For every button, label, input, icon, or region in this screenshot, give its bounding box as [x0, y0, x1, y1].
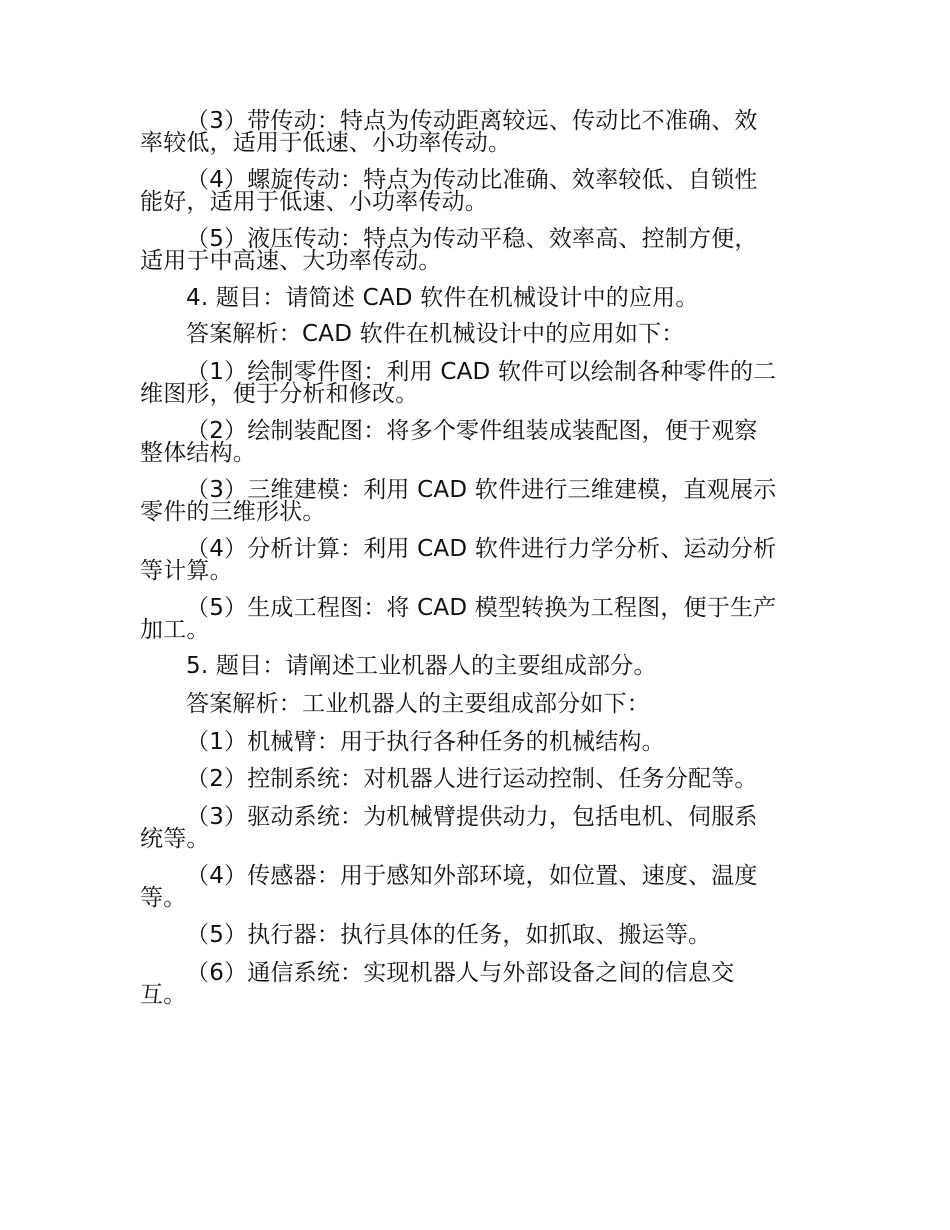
answer-4-item1-line2: 维图形，便于分析和修改。	[140, 381, 419, 407]
answer-4-item4-line1: （4）分析计算：利用 CAD 软件进行力学分析、运动分析	[186, 536, 777, 562]
answer-4-item3-line2: 零件的三维形状。	[140, 499, 326, 525]
paragraph-screw-drive-line1: （4）螺旋传动：特点为传动比准确、效率较低、自锁性	[186, 167, 758, 193]
question-4-title: 4. 题目：请简述 CAD 软件在机械设计中的应用。	[186, 285, 699, 311]
answer-4-item1-line1: （1）绘制零件图：利用 CAD 软件可以绘制各种零件的二	[186, 359, 777, 385]
answer-5-item6-line1: （6）通信系统：实现机器人与外部设备之间的信息交	[186, 960, 735, 986]
answer-4-item3-line1: （3）三维建模：利用 CAD 软件进行三维建模，直观展示	[186, 477, 777, 503]
answer-5-item5: （5）执行器：执行具体的任务，如抓取、搬运等。	[186, 922, 712, 948]
answer-4-item4-line2: 等计算。	[140, 558, 233, 584]
answer-4-item5-line2: 加工。	[140, 617, 210, 643]
answer-5-item1: （1）机械臂：用于执行各种任务的机械结构。	[186, 729, 665, 755]
answer-4-intro: 答案解析：CAD 软件在机械设计中的应用如下：	[186, 321, 685, 347]
answer-5-intro: 答案解析：工业机器人的主要组成部分如下：	[186, 691, 650, 717]
answer-5-item3-line1: （3）驱动系统：为机械臂提供动力，包括电机、伺服系	[186, 804, 758, 830]
answer-4-item2-line1: （2）绘制装配图：将多个零件组装成装配图，便于观察	[186, 418, 758, 444]
question-5-title: 5. 题目：请阐述工业机器人的主要组成部分。	[186, 653, 657, 679]
paragraph-screw-drive-line2: 能好，适用于低速、小功率传动。	[140, 189, 488, 215]
answer-4-item5-line1: （5）生成工程图：将 CAD 模型转换为工程图，便于生产	[186, 595, 777, 621]
paragraph-belt-drive-line2: 率较低，适用于低速、小功率传动。	[140, 130, 512, 156]
paragraph-hydraulic-drive-line1: （5）液压传动：特点为传动平稳、效率高、控制方便，	[186, 226, 758, 252]
answer-5-item4-line1: （4）传感器：用于感知外部环境，如位置、速度、温度	[186, 863, 758, 889]
answer-5-item4-line2: 等。	[140, 885, 187, 911]
paragraph-hydraulic-drive-line2: 适用于中高速、大功率传动。	[140, 248, 442, 274]
answer-4-item2-line2: 整体结构。	[140, 440, 256, 466]
paragraph-belt-drive-line1: （3）带传动：特点为传动距离较远、传动比不准确、效	[186, 108, 758, 134]
answer-5-item3-line2: 统等。	[140, 826, 210, 852]
answer-5-item2: （2）控制系统：对机器人进行运动控制、任务分配等。	[186, 766, 758, 792]
answer-5-item6-line2: 互。	[140, 982, 187, 1008]
